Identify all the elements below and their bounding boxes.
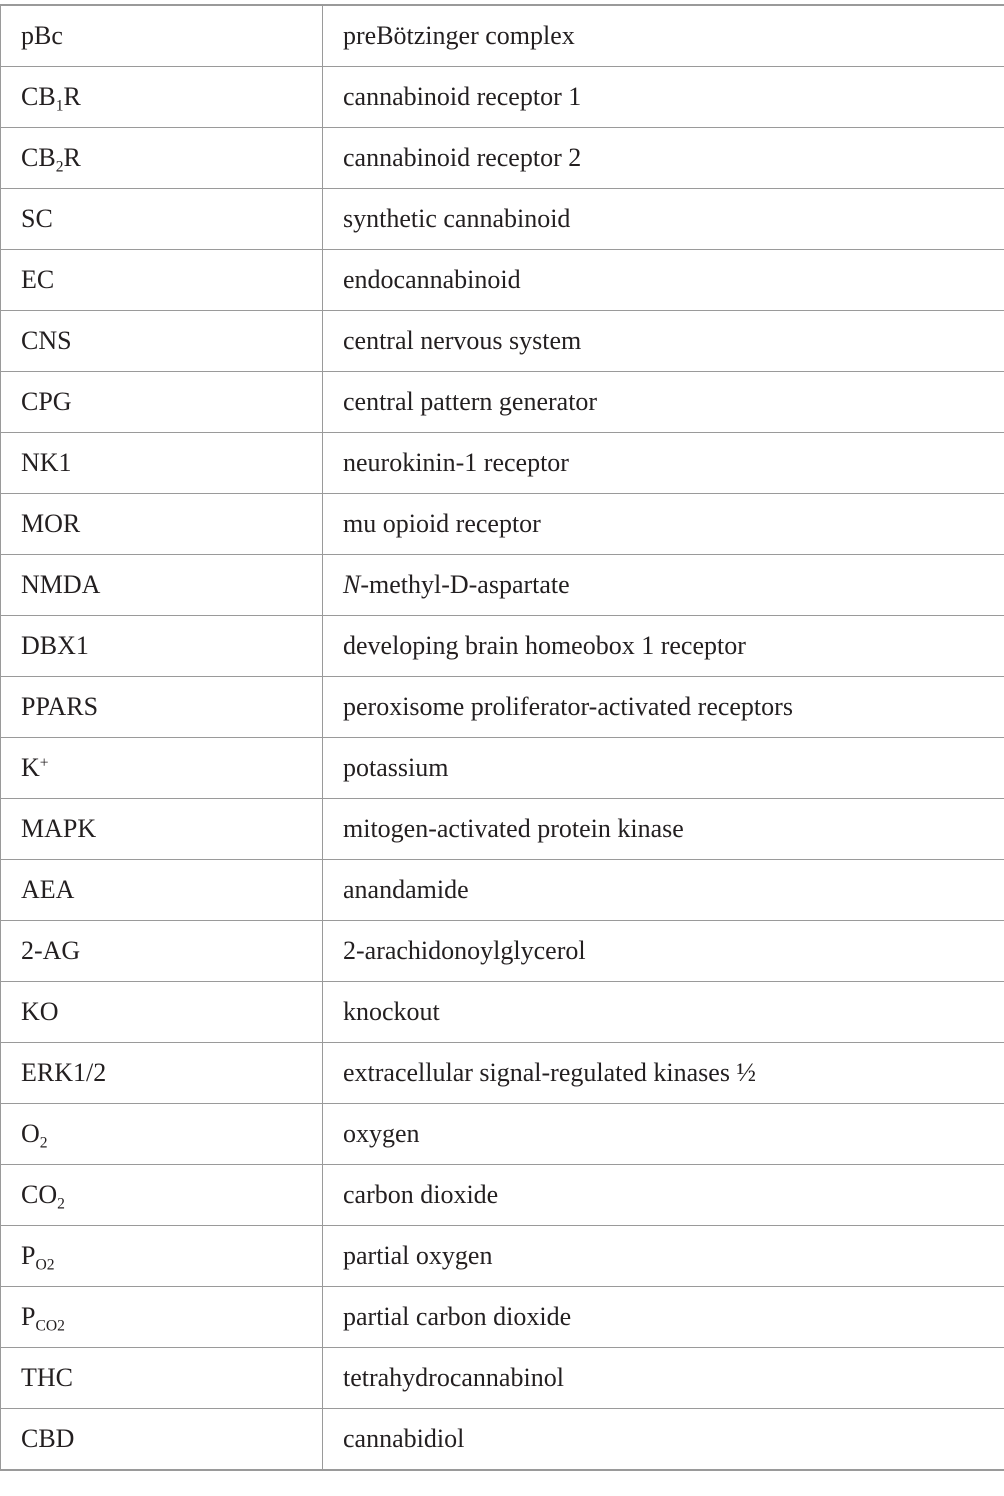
abbreviation-cell: THC [1, 1348, 323, 1409]
table-row [1, 1287, 1004, 1348]
table-row [1, 921, 1004, 982]
abbreviation-cell: AEA [1, 860, 323, 921]
abbreviation-cell: 2-AG [1, 921, 323, 982]
table-row [1, 1165, 1004, 1226]
definition-cell: cannabinoid receptor 2 [323, 128, 1004, 189]
abbreviation-cell: KO [1, 982, 323, 1043]
definition-cell: central pattern generator [323, 372, 1004, 433]
table-row [1, 5, 1004, 67]
table-row [1, 860, 1004, 921]
table-row [1, 1104, 1004, 1165]
table-row [1, 982, 1004, 1043]
abbreviation-cell: NK1 [1, 433, 323, 494]
abbreviation-cell: SC [1, 189, 323, 250]
definition-cell: anandamide [323, 860, 1004, 921]
table-row [1, 250, 1004, 311]
definition-cell: extracellular signal-regulated kinases ½ [323, 1043, 1004, 1104]
abbreviations-table [0, 4, 1004, 1471]
abbreviation-cell: MOR [1, 494, 323, 555]
abbreviation-cell: EC [1, 250, 323, 311]
table-row [1, 616, 1004, 677]
table-row [1, 311, 1004, 372]
definition-cell: central nervous system [323, 311, 1004, 372]
abbreviation-cell: K+ [1, 738, 323, 799]
table-row [1, 738, 1004, 799]
definition-cell: carbon dioxide [323, 1165, 1004, 1226]
definition-cell: preBötzinger complex [323, 5, 1004, 67]
definition-cell: potassium [323, 738, 1004, 799]
definition-cell: mu opioid receptor [323, 494, 1004, 555]
abbreviation-cell: CBD [1, 1409, 323, 1471]
table-row [1, 1348, 1004, 1409]
abbreviation-cell: $P_{CO2}$ [1, 1287, 323, 1348]
definition-cell: cannabinoid receptor 1 [323, 67, 1004, 128]
definition-cell: partial oxygen [323, 1226, 1004, 1287]
definition-cell: mitogen-activated protein kinase [323, 799, 1004, 860]
definition-cell: oxygen [323, 1104, 1004, 1165]
table-row [1, 372, 1004, 433]
definition-cell: endocannabinoid [323, 250, 1004, 311]
definition-cell: cannabidiol [323, 1409, 1004, 1471]
abbreviation-cell: MAPK [1, 799, 323, 860]
abbreviation-cell: CPG [1, 372, 323, 433]
table-row [1, 1043, 1004, 1104]
definition-cell: 2-arachidonoylglycerol [323, 921, 1004, 982]
abbreviation-cell: PPARS [1, 677, 323, 738]
definition-cell: developing brain homeobox 1 receptor [323, 616, 1004, 677]
abbreviation-cell: pBc [1, 5, 323, 67]
definition-cell: tetrahydrocannabinol [323, 1348, 1004, 1409]
definition-cell: N-methyl-D-aspartate [323, 555, 1004, 616]
table-row [1, 799, 1004, 860]
abbreviation-cell: CNS [1, 311, 323, 372]
abbreviation-cell: $CB_1R$ [1, 67, 323, 128]
table-row [1, 555, 1004, 616]
abbreviation-cell: NMDA [1, 555, 323, 616]
table-row [1, 67, 1004, 128]
abbreviation-cell: $CO_2$ [1, 1165, 323, 1226]
table-row [1, 677, 1004, 738]
abbreviation-cell: $O_2$ [1, 1104, 323, 1165]
definition-cell: neurokinin-1 receptor [323, 433, 1004, 494]
abbreviation-cell: ERK1/2 [1, 1043, 323, 1104]
table-row [1, 1409, 1004, 1471]
definition-cell: knockout [323, 982, 1004, 1043]
definition-cell: partial carbon dioxide [323, 1287, 1004, 1348]
definition-cell: peroxisome proliferator-activated receptors [323, 677, 1004, 738]
table-row [1, 433, 1004, 494]
table-row [1, 128, 1004, 189]
table-row [1, 189, 1004, 250]
table-row [1, 1226, 1004, 1287]
abbreviation-cell: $CB_2R$ [1, 128, 323, 189]
definition-cell: synthetic cannabinoid [323, 189, 1004, 250]
table-row [1, 494, 1004, 555]
abbreviation-cell: $P_{O2}$ [1, 1226, 323, 1287]
abbreviation-cell: DBX1 [1, 616, 323, 677]
